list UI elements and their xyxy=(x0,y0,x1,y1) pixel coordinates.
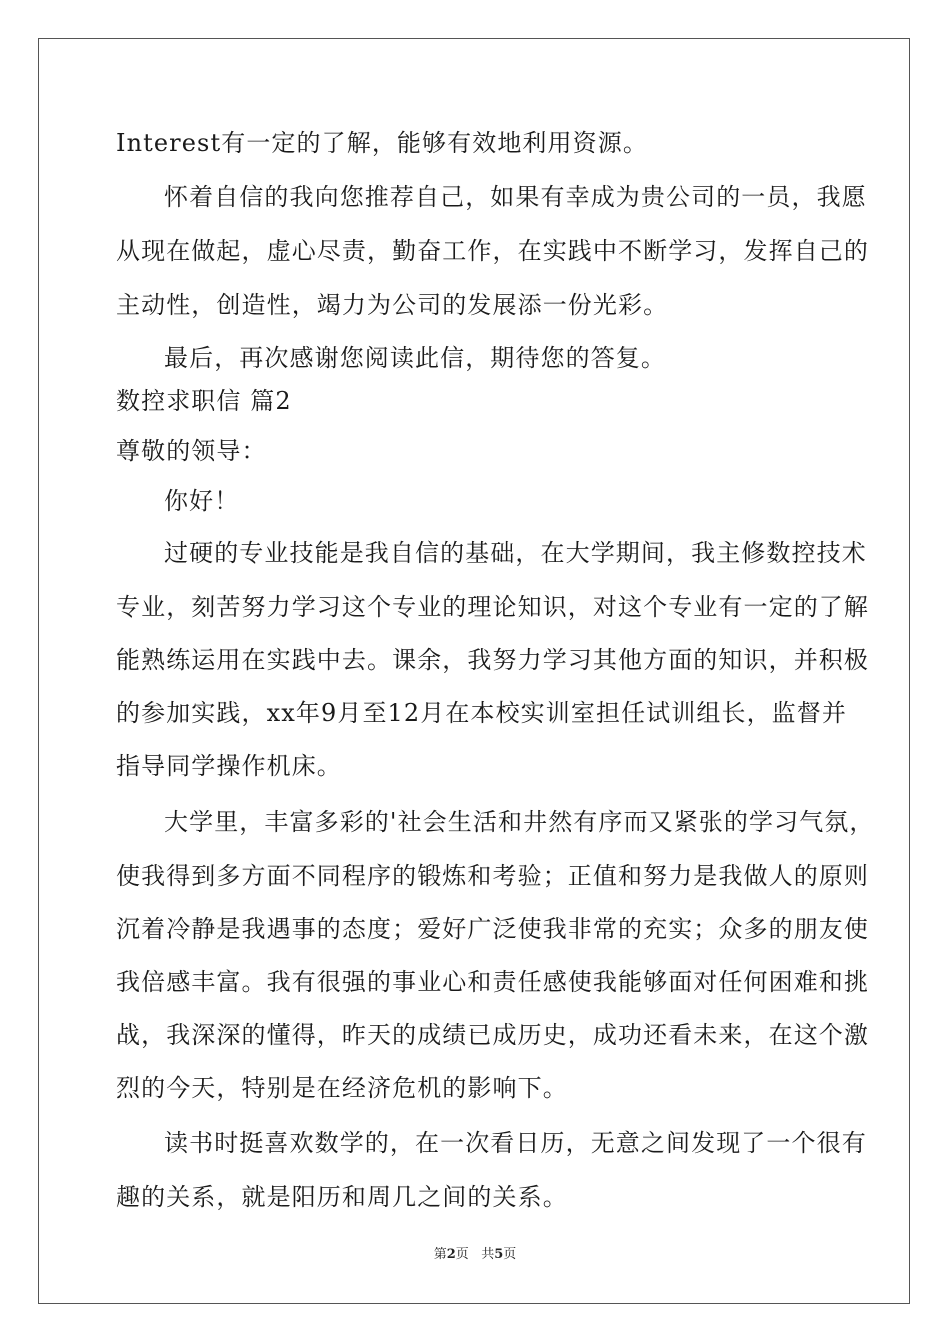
text-line: 怀着自信的我向您推荐自己，如果有幸成为贵公司的一员，我愿 xyxy=(164,183,867,211)
text-line: 读书时挺喜欢数学的，在一次看日历，无意之间发现了一个很有 xyxy=(164,1129,867,1157)
text-line: 最后，再次感谢您阅读此信，期待您的答复。 xyxy=(164,344,666,372)
text-line: 战，我深深的懂得，昨天的成绩已成历史，成功还看未来，在这个激 xyxy=(116,1021,869,1049)
text-line: 从现在做起，虚心尽责，勤奋工作，在实践中不断学习，发挥自己的 xyxy=(116,237,869,265)
text-line: Interest有一定的了解，能够有效地利用资源。 xyxy=(116,129,648,157)
page-label-prefix: 第 xyxy=(433,1247,447,1262)
text-line: 指导同学操作机床。 xyxy=(116,752,342,780)
page-footer xyxy=(0,1246,950,1264)
salutation: 尊敬的领导： xyxy=(116,437,267,465)
text-line: 主动性，创造性，竭力为公司的发展添一份光彩。 xyxy=(116,291,669,319)
text-line: 的参加实践，xx年9月至12月在本校实训室担任试训组长，监督并 xyxy=(116,699,847,727)
text-line: 我倍感丰富。我有很强的事业心和责任感使我能够面对任何困难和挑 xyxy=(116,968,869,996)
text-line: 能熟练运用在实践中去。课余，我努力学习其他方面的知识，并积极 xyxy=(116,646,869,674)
greeting: 你好！ xyxy=(164,487,240,515)
page-label-mid: 页 共 xyxy=(455,1247,495,1262)
text-line: 专业，刻苦努力学习这个专业的理论知识，对这个专业有一定的了解 xyxy=(116,593,869,621)
text-line: 过硬的专业技能是我自信的基础，在大学期间，我主修数控技术 xyxy=(164,539,867,567)
page-label-suffix: 页 xyxy=(503,1247,517,1262)
text-line: 沉着冷静是我遇事的态度；爱好广泛使我非常的充实；众多的朋友使 xyxy=(116,915,869,943)
text-line: 烈的今天，特别是在经济危机的影响下。 xyxy=(116,1074,568,1102)
total-page-number: 5 xyxy=(494,1247,504,1262)
section-heading: 数控求职信 篇2 xyxy=(116,387,292,415)
text-line: 使我得到多方面不同程序的锻炼和考验；正值和努力是我做人的原则 xyxy=(116,862,869,890)
text-line: 大学里，丰富多彩的'社会生活和井然有序而又紧张的学习气氛， xyxy=(164,808,875,836)
text-line: 趣的关系，就是阳历和周几之间的关系。 xyxy=(116,1183,568,1211)
current-page-number: 2 xyxy=(446,1247,456,1262)
